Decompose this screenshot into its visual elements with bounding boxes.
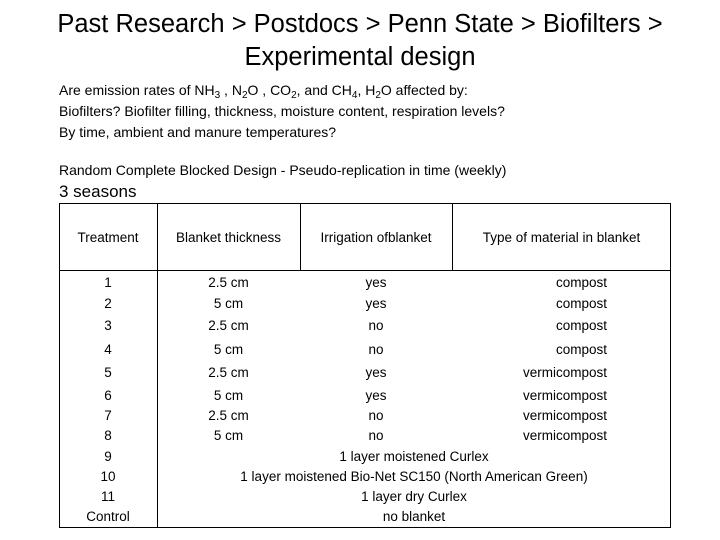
treatment-cell: 6 [104, 388, 112, 403]
material-cell: vermicompost [522, 428, 607, 443]
treatment-cell: 8 [104, 428, 112, 443]
irrigation-cell: yes [365, 275, 387, 290]
thickness-cell: 2.5 cm [208, 318, 249, 333]
table-border-top [59, 203, 671, 204]
table-border-bottom [59, 527, 671, 528]
irrigation-cell: no [368, 318, 384, 333]
irrigation-cell: no [368, 428, 384, 443]
slide-title [0, 8, 720, 74]
title-line-2: Experimental design [244, 43, 476, 71]
material-cell: vermicompost [522, 388, 607, 403]
thickness-cell: 2.5 cm [208, 365, 249, 380]
treatment-cell: 3 [104, 318, 112, 333]
material-cell: compost [555, 275, 607, 290]
irrigation-cell: yes [365, 365, 387, 380]
material-cell: compost [555, 318, 607, 333]
description-cell: 1 layer moistened Curlex [339, 449, 489, 464]
design-description: Random Complete Blocked Design - Pseudo-replication in time (weekly) [59, 162, 507, 178]
treatment-cell: 4 [104, 342, 112, 357]
question-biofilters: Biofilters? Biofilter filling, thickness, moisture content, respiration levels? [59, 103, 505, 119]
treatment-cell: 7 [104, 408, 112, 423]
header-divider [59, 270, 671, 271]
thickness-cell: 2.5 cm [208, 275, 249, 290]
thickness-cell: 2.5 cm [208, 408, 249, 423]
treatment-cell: 1 [104, 275, 112, 290]
question-time: By time, ambient and manure temperatures? [59, 124, 337, 140]
description-cell: 1 layer moistened Bio-Net SC150 (North American Green) [240, 469, 588, 484]
treatment-cell: 9 [104, 449, 112, 464]
thickness-cell: 5 cm [213, 296, 244, 311]
treatment-table [59, 203, 671, 528]
header-irrigation: Irrigation ofblanket [320, 230, 432, 245]
thickness-cell: 5 cm [213, 342, 244, 357]
seasons-label: 3 seasons [59, 182, 137, 201]
thickness-cell: 5 cm [213, 388, 244, 403]
irrigation-cell: no [368, 342, 384, 357]
treatment-cell: 5 [104, 365, 112, 380]
treatment-cell: 2 [104, 296, 112, 311]
material-cell: vermicompost [522, 408, 607, 423]
thickness-cell: 5 cm [213, 428, 244, 443]
material-cell: compost [555, 296, 607, 311]
treatment-cell: 11 [100, 489, 115, 504]
header-treatment: Treatment [77, 230, 139, 245]
question-emissions: Are emission rates of $NH_3$ , $N_2O$ , $CO_2$, and $CH_4$, $H_2O$ affected by: [59, 82, 468, 101]
irrigation-cell: yes [365, 296, 387, 311]
research-questions [59, 80, 505, 143]
header-material: Type of material in blanket [482, 230, 641, 245]
treatment-cell: 10 [100, 469, 116, 484]
description-cell: no blanket [382, 509, 446, 524]
irrigation-cell: yes [365, 388, 387, 403]
header-blanket-thickness: Blanket thickness [175, 230, 282, 245]
irrigation-cell: no [368, 408, 384, 423]
treatment-cell: Control [86, 509, 130, 524]
material-cell: compost [555, 342, 607, 357]
title-line-1: Past Research > Postdocs > Penn State > Biofilters > [57, 10, 663, 38]
description-cell: 1 layer dry Curlex [361, 489, 467, 504]
material-cell: vermicompost [522, 365, 607, 380]
